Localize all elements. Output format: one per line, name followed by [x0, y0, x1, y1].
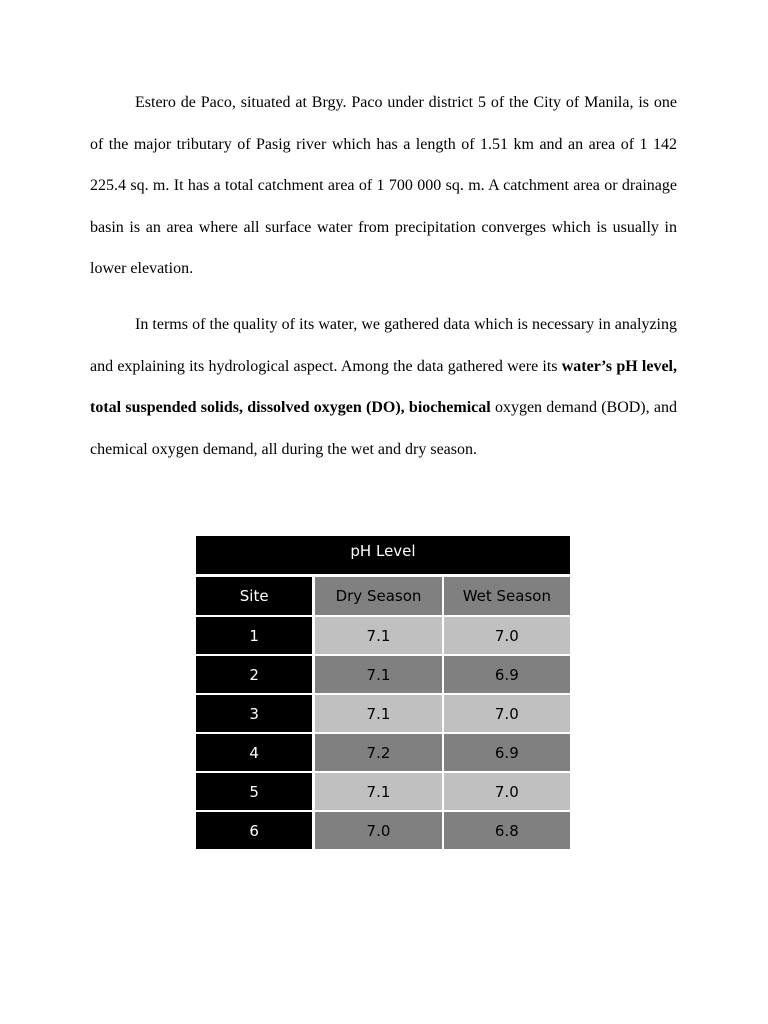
- table-row: [196, 811, 570, 849]
- dry-season-cell: 7.1: [314, 616, 443, 655]
- table-header-row: [196, 576, 570, 617]
- site-cell: 4: [196, 733, 314, 772]
- site-cell: 3: [196, 694, 314, 733]
- table-row: [196, 616, 570, 655]
- site-cell: 6: [196, 811, 314, 849]
- table-row: [196, 772, 570, 811]
- table-row: [196, 694, 570, 733]
- paragraph-water-quality-intro: In terms of the quality of its water, we gathered data which is necessary in analyzing and explaining its hydrological aspect. Among the data gathered were its: [90, 316, 677, 375]
- table-row: [196, 733, 570, 772]
- dry-season-cell: 7.1: [314, 694, 443, 733]
- dry-season-cell: 7.1: [314, 655, 443, 694]
- wet-season-cell: 6.9: [443, 655, 570, 694]
- paragraph-water-quality: [90, 304, 677, 470]
- paragraph-estero-description: Estero de Paco, situated at Brgy. Paco under district 5 of the City of Manila, is one of the major tributary of Pasig river which has a length of 1.51 km and an area of 1 142 225.4 sq. m. It has a total catchment area of 1 700 000 sq. m. A catchment area or drainage basin is an area where all surface water from precipitation converges which is usually in lower elevation.: [90, 94, 677, 277]
- paragraph-water-quality-bold: water’s pH level, total suspended solids, dissolved oxygen (DO), biochemical: [90, 357, 677, 416]
- table-title-text: pH Level: [350, 542, 416, 560]
- table-title: [196, 536, 570, 576]
- column-header-dry-season: Dry Season: [314, 576, 443, 617]
- site-cell: 2: [196, 655, 314, 694]
- table-row: [196, 655, 570, 694]
- wet-season-cell: 6.9: [443, 733, 570, 772]
- site-cell: 1: [196, 616, 314, 655]
- table-title-row: [196, 536, 570, 576]
- column-header-wet-season: Wet Season: [443, 576, 570, 617]
- site-cell: 5: [196, 772, 314, 811]
- wet-season-cell: 6.8: [443, 811, 570, 849]
- wet-season-cell: 7.0: [443, 616, 570, 655]
- wet-season-cell: 7.0: [443, 694, 570, 733]
- dry-season-cell: 7.2: [314, 733, 443, 772]
- wet-season-cell: 7.0: [443, 772, 570, 811]
- ph-level-table: [196, 536, 570, 849]
- dry-season-cell: 7.0: [314, 811, 443, 849]
- paragraph-water-quality-rest: oxygen demand (BOD), and chemical oxygen demand, all during the wet and dry season.: [90, 399, 677, 458]
- dry-season-cell: 7.1: [314, 772, 443, 811]
- column-header-site: Site: [196, 576, 314, 617]
